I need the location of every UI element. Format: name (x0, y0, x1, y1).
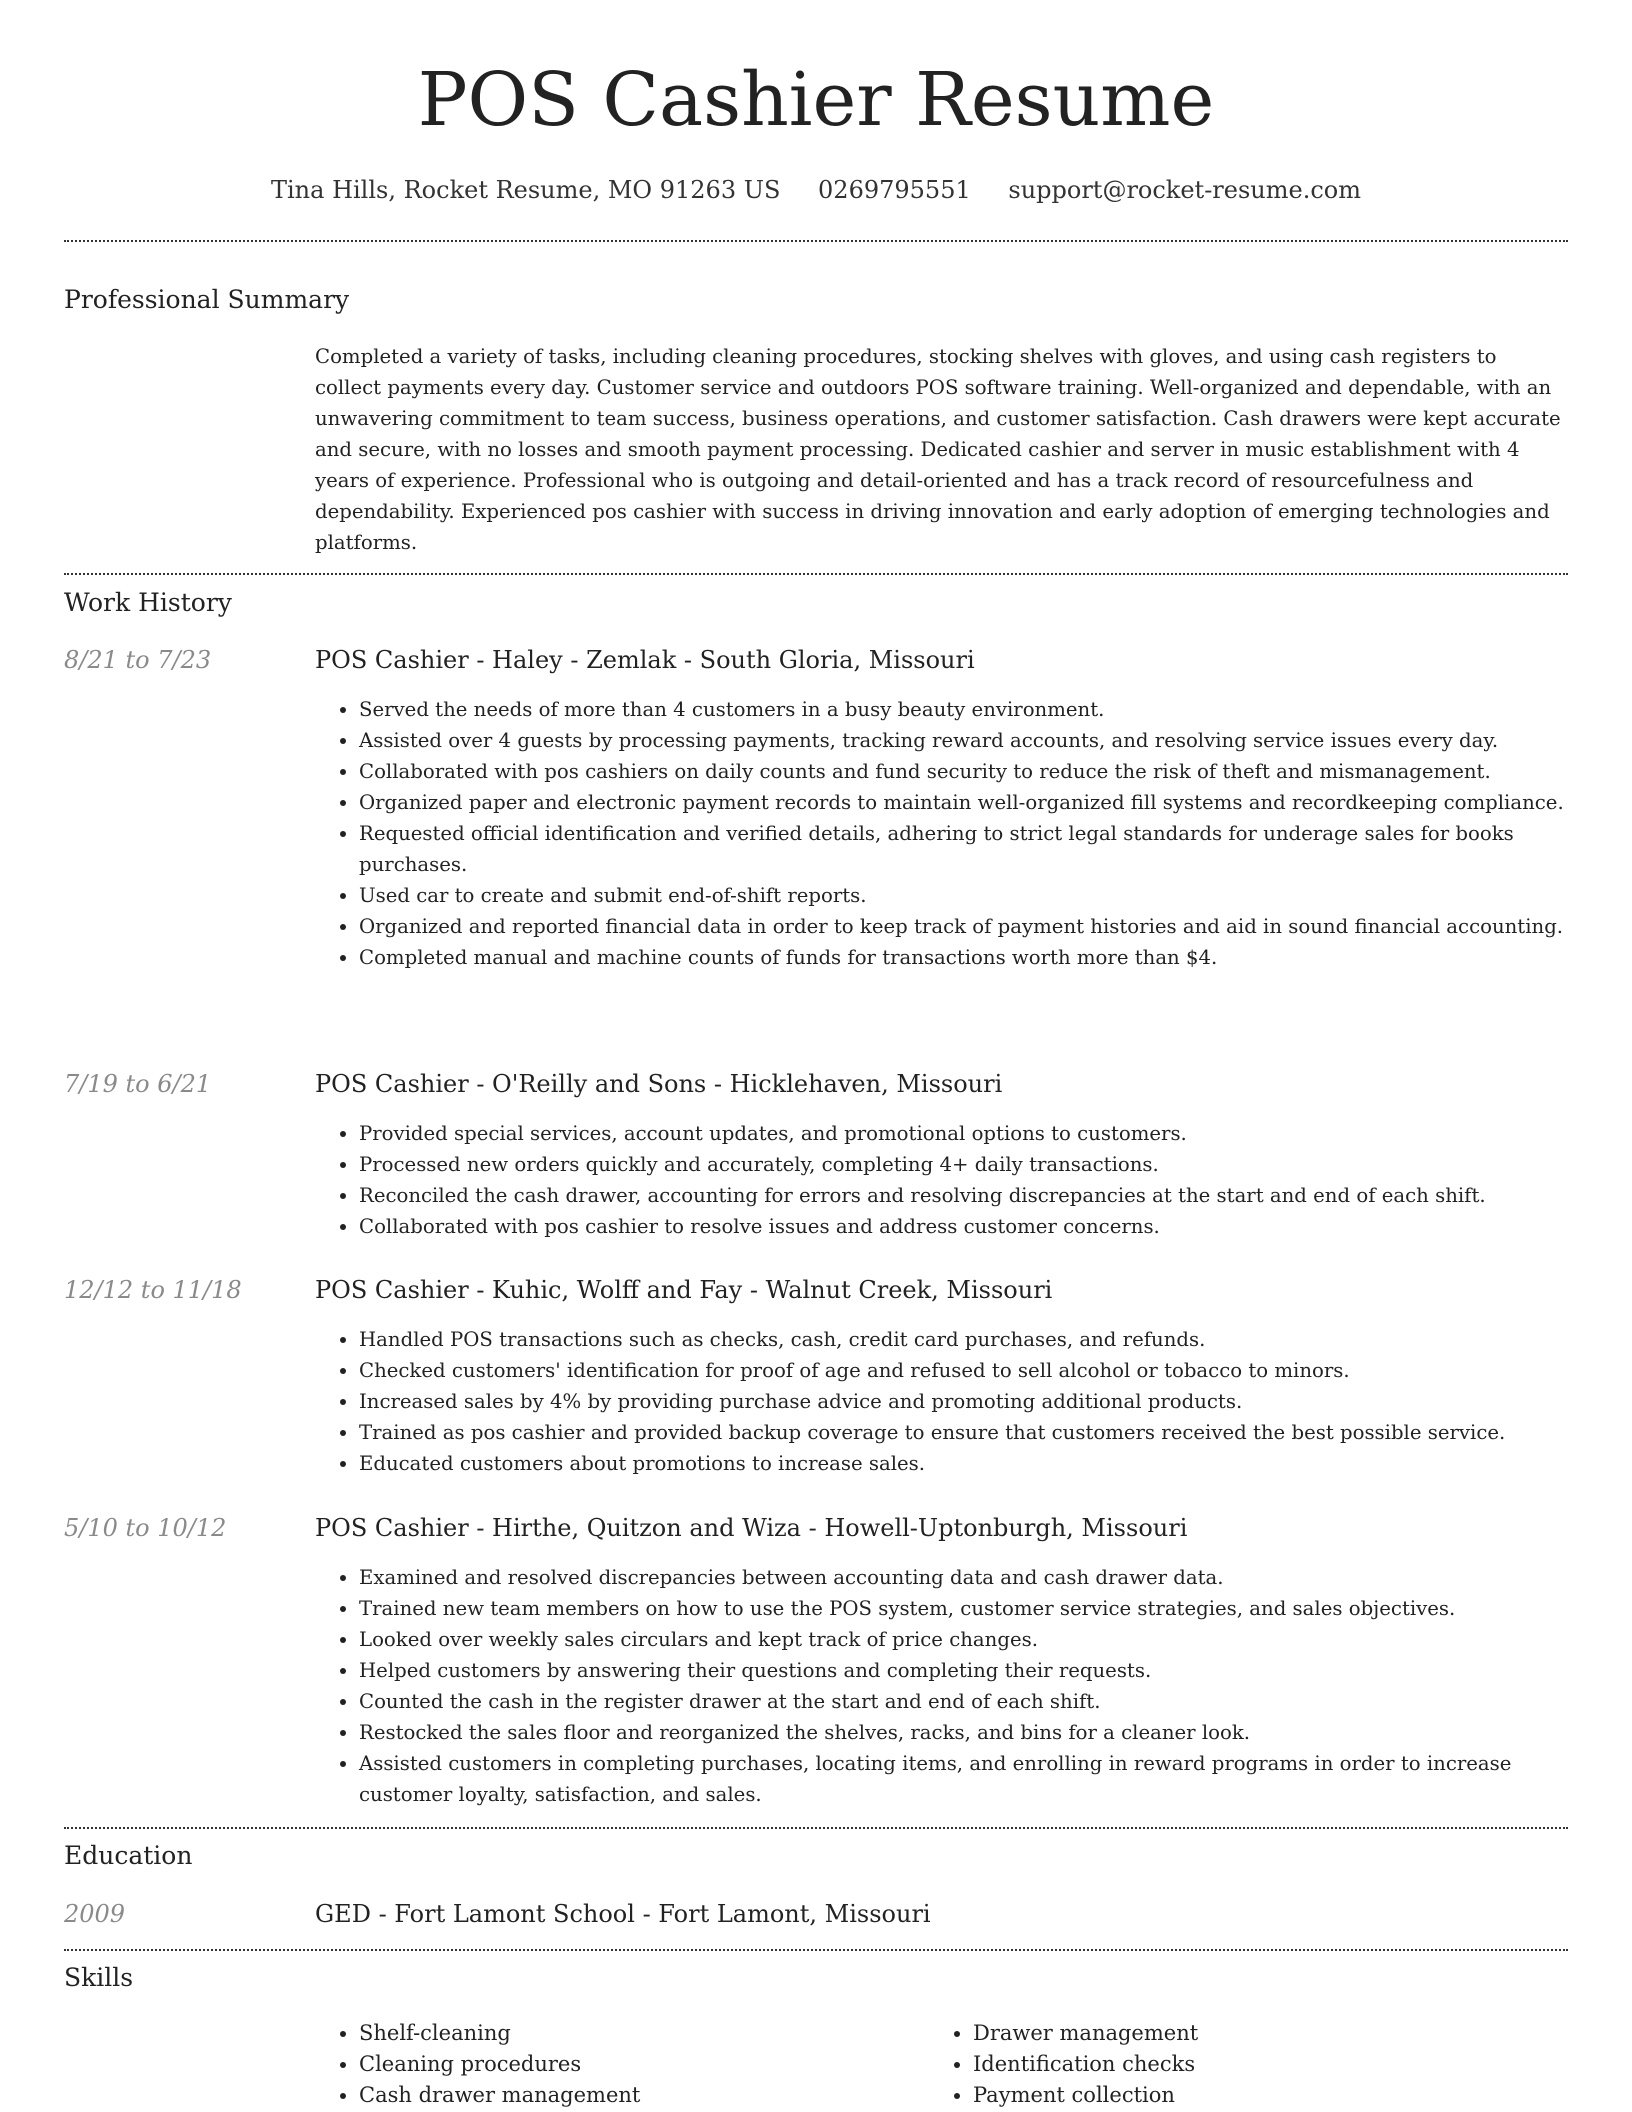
job-bullet: • Increased sales by 4% by providing purchase advice and promoting additional products. (359, 1386, 1609, 1417)
education-year: 2009 (64, 1900, 126, 1928)
job-bullet: • Used car to create and submit end-of-shift reports. (359, 880, 1609, 911)
job-bullet: • Trained as pos cashier and provided backup coverage to ensure that customers received the best possible service. (359, 1417, 1609, 1448)
job-bullet: • Checked customers' identification for proof of age and refused to sell alcohol or tobacco to minors. (359, 1355, 1609, 1386)
job-bullet: • Processed new orders quickly and accurately, completing 4+ daily transactions. (359, 1149, 1609, 1180)
education-heading: Education (64, 1841, 193, 1870)
job-bullet: • Looked over weekly sales circulars and kept track of price changes. (359, 1624, 1609, 1655)
job-bullet: • Assisted customers in completing purchases, locating items, and enrolling in reward programs in order to increase customer loyalty, satisfaction, and sales. (359, 1748, 1609, 1810)
job-bullet: • Examined and resolved discrepancies between accounting data and cash drawer data. (359, 1562, 1609, 1593)
resume-title: POS Cashier Resume (417, 57, 1215, 143)
job-bullet: • Helped customers by answering their questions and completing their requests. (359, 1655, 1609, 1686)
job-dates: 8/21 to 7/23 (64, 646, 212, 674)
job-bullet: • Restocked the sales floor and reorganized the shelves, racks, and bins for a cleaner look. (359, 1717, 1609, 1748)
job-title: POS Cashier - Kuhic, Wolff and Fay - Walnut Creek, Missouri (315, 1276, 1053, 1304)
skill-item: • Cleaning procedures (359, 2049, 919, 2080)
job-bullets (315, 1118, 1609, 1242)
job-bullet: • Assisted over 4 guests by processing payments, tracking reward accounts, and resolving service issues every day. (359, 725, 1609, 756)
job-bullet: • Handled POS transactions such as checks, cash, credit card purchases, and refunds. (359, 1324, 1609, 1355)
job-title: POS Cashier - O'Reilly and Sons - Hicklehaven, Missouri (315, 1070, 1003, 1098)
section-divider (64, 1949, 1568, 1951)
contact-phone: 0269795551 (818, 176, 971, 204)
skills-list-right (929, 2018, 1533, 2111)
job-bullet: • Trained new team members on how to use the POS system, customer service strategies, and sales objectives. (359, 1593, 1609, 1624)
job-bullets (315, 694, 1609, 973)
section-divider (64, 240, 1568, 242)
job-bullet: • Requested official identification and verified details, adhering to strict legal standards for underage sales for books purchases. (359, 818, 1609, 880)
job-bullet: • Organized paper and electronic payment records to maintain well-organized fill systems and recordkeeping compliance. (359, 787, 1609, 818)
job-bullet: • Provided special services, account updates, and promotional options to customers. (359, 1118, 1609, 1149)
job-bullets (315, 1324, 1609, 1479)
education-degree: GED - Fort Lamont School - Fort Lamont, Missouri (315, 1900, 931, 1928)
job-bullet: • Reconciled the cash drawer, accounting for errors and resolving discrepancies at the start and end of each shift. (359, 1180, 1609, 1211)
skill-item: • Cash drawer management (359, 2080, 919, 2111)
job-bullets (315, 1562, 1609, 1810)
job-bullet: • Collaborated with pos cashier to resolve issues and address customer concerns. (359, 1211, 1609, 1242)
job-bullet: • Collaborated with pos cashiers on daily counts and fund security to reduce the risk of theft and mismanagement. (359, 756, 1609, 787)
skill-item: • Identification checks (973, 2049, 1533, 2080)
job-bullet: • Organized and reported financial data in order to keep track of payment histories and aid in sound financial accounting. (359, 911, 1609, 942)
section-divider (64, 573, 1568, 575)
job-bullet: • Educated customers about promotions to increase sales. (359, 1448, 1609, 1479)
job-title: POS Cashier - Hirthe, Quitzon and Wiza - Howell-Uptonburgh, Missouri (315, 1514, 1188, 1542)
skill-item: • Shelf-cleaning (359, 2018, 919, 2049)
skills-list-left (315, 2018, 919, 2111)
job-dates: 7/19 to 6/21 (64, 1070, 212, 1098)
job-title: POS Cashier - Haley - Zemlak - South Gloria, Missouri (315, 646, 975, 674)
summary-text: Completed a variety of tasks, including cleaning procedures, stocking shelves with gloves, and using cash registers to collect payments every day. Customer service and outdoors POS software training. Well-organized and dependable, with an unwavering commitment to team success, business operations, and customer satisfaction. Cash drawers were kept accurate and secure, with no losses and smooth payment processing. Dedicated cashier and server in music establishment with 4 years of experience. Professional who is outgoing and detail-oriented and has a track record of resourcefulness and dependability. Experienced pos cashier with success in driving innovation and early adoption of emerging technologies and platforms. (315, 345, 1561, 554)
skill-item: • Drawer management (973, 2018, 1533, 2049)
job-bullet: • Completed manual and machine counts of funds for transactions worth more than $4. (359, 942, 1609, 973)
contact-address: Tina Hills, Rocket Resume, MO 91263 US (271, 176, 781, 204)
summary-heading: Professional Summary (64, 285, 350, 314)
job-dates: 12/12 to 11/18 (64, 1276, 242, 1304)
skill-item: • Payment collection (973, 2080, 1533, 2111)
job-dates: 5/10 to 10/12 (64, 1514, 227, 1542)
skills-heading: Skills (64, 1963, 134, 1992)
section-divider (64, 1827, 1568, 1829)
job-bullet: • Served the needs of more than 4 customers in a busy beauty environment. (359, 694, 1609, 725)
job-bullet: • Counted the cash in the register drawer at the start and end of each shift. (359, 1686, 1609, 1717)
work-history-heading: Work History (64, 588, 232, 617)
contact-email[interactable]: support@rocket-resume.com (1008, 176, 1361, 204)
contact-line (0, 170, 1632, 210)
